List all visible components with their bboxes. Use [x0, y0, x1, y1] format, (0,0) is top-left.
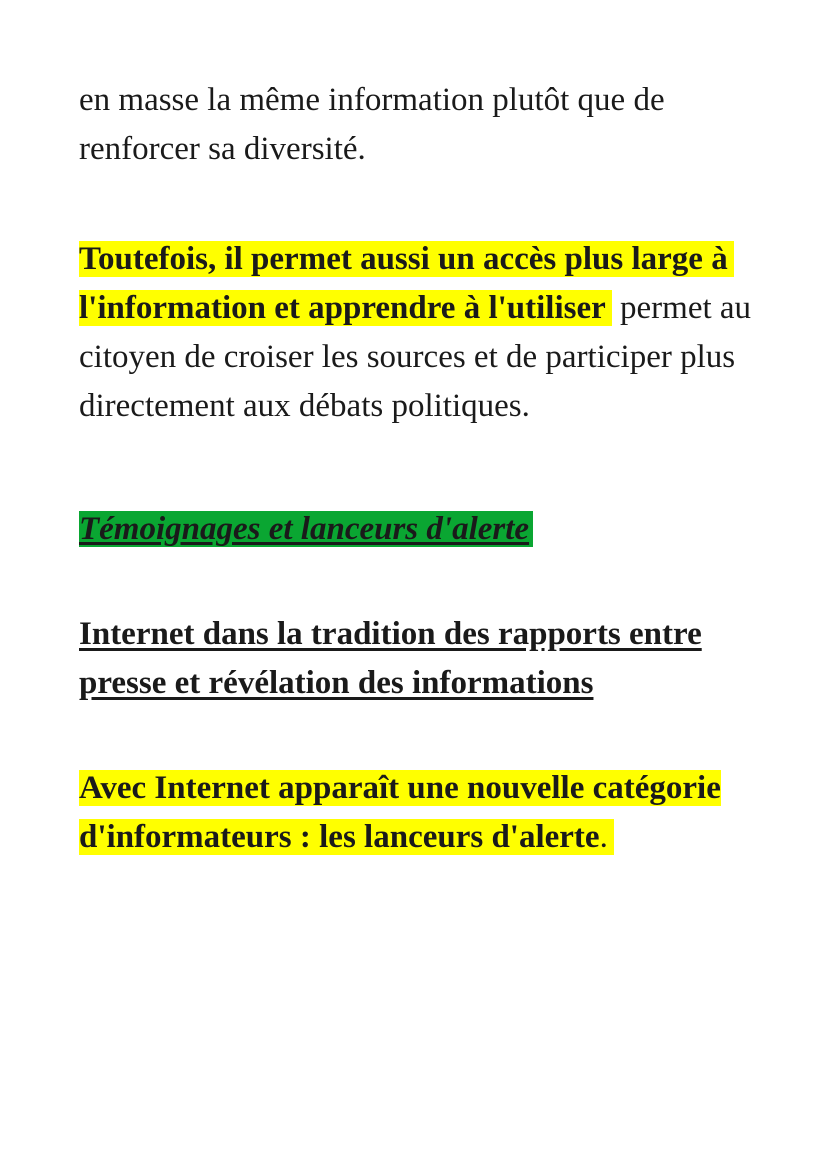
paragraph-end-period: . [600, 819, 614, 855]
highlight-whistleblowers: Avec Internet apparaît une nouvelle catégorie d'informateurs : les lanceurs d'alerte [79, 770, 721, 855]
paragraph-whistleblowers [79, 764, 759, 862]
highlight-however: Toutefois, il permet aussi un accès plus large à l'information et apprendre à l'utiliser [79, 241, 734, 326]
paragraph-however [79, 235, 759, 431]
paragraph-intro-text: en masse la même information plutôt que de renforcer sa diversité. [79, 82, 665, 167]
document-page [79, 76, 759, 862]
paragraph-however-rest: permet au citoyen de croiser les sources et de participer plus directement aux débats politiques. [79, 290, 752, 424]
section-heading-whistleblowers [79, 505, 759, 554]
paragraph-intro [79, 76, 759, 174]
subheading-text: Internet dans la tradition des rapports entre presse et révélation des informations [79, 616, 702, 701]
section-heading-text: Témoignages et lanceurs d'alerte [79, 511, 533, 547]
subheading-tradition [79, 610, 759, 708]
